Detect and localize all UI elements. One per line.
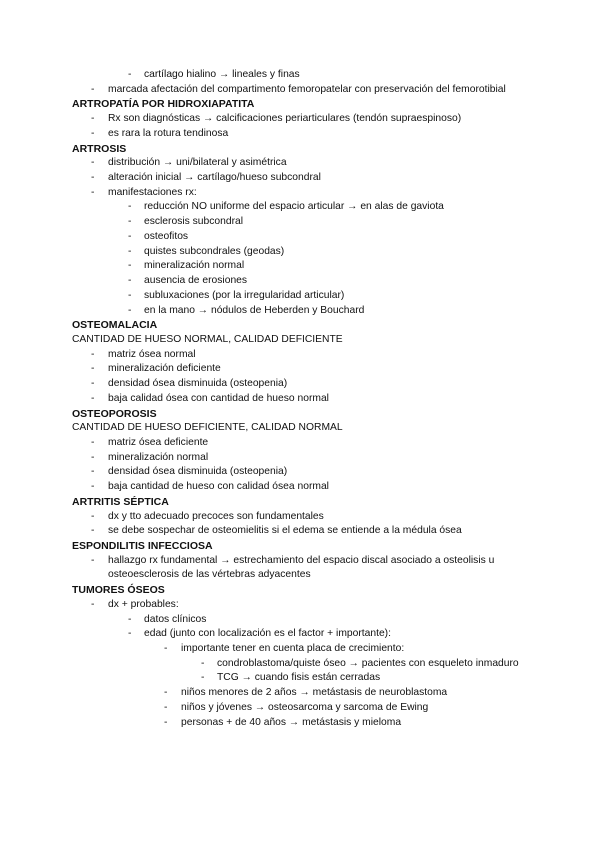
- bullet-item: [0, 83, 600, 98]
- bullet-text: TCG → cuando fisis están cerradas: [217, 672, 381, 684]
- bullet-item: [0, 156, 600, 171]
- bullet-text: ausencia de erosiones: [144, 275, 248, 287]
- bullet-dash: -: [91, 113, 95, 125]
- bullet-text: niños menores de 2 años → metástasis de neuroblastoma: [181, 687, 448, 699]
- bullet-dash: -: [91, 436, 95, 448]
- bullet-dash: -: [128, 260, 132, 272]
- bullet-item: [0, 392, 600, 407]
- section-heading: OSTEOMALACIA: [72, 319, 158, 332]
- section-heading: ESPONDILITIS INFECCIOSA: [72, 540, 213, 552]
- bullet-text: alteración inicial → cartílago/hueso subcondral: [108, 172, 321, 184]
- bullet-text: subluxaciones (por la irregularidad articular): [144, 289, 345, 301]
- bullet-dash: -: [91, 510, 95, 522]
- bullet-dash: -: [128, 628, 132, 640]
- bullet-text: datos clínicos: [144, 613, 207, 625]
- bullet-item: [0, 598, 600, 613]
- bullet-item: [0, 171, 600, 186]
- bullet-item: [0, 465, 600, 480]
- bullet-dash: -: [128, 216, 132, 228]
- bullet-dash: -: [201, 657, 205, 669]
- bullet-dash: -: [91, 127, 95, 139]
- bullet-text: osteofitos: [144, 230, 189, 242]
- section-heading: ARTROSIS: [72, 142, 127, 155]
- bullet-dash: -: [91, 348, 95, 360]
- bullet-dash: -: [201, 672, 205, 684]
- bullet-dash: -: [91, 378, 95, 390]
- bullet-item: [0, 230, 600, 245]
- bullet-item: [0, 627, 600, 642]
- bullet-text: baja cantidad de hueso con calidad ósea normal: [108, 481, 329, 493]
- bullet-dash: -: [128, 613, 132, 625]
- bullet-text: matriz ósea normal: [108, 348, 196, 360]
- bullet-text: hallazgo rx fundamental → estrechamiento del espacio discal asociado a osteolisis u osteoesclerosis de las vértebras adyacentes: [108, 554, 495, 581]
- bullet-dash: -: [128, 275, 132, 287]
- bullet-dash: -: [164, 687, 168, 699]
- bullet-item: [0, 304, 600, 319]
- bullet-text: densidad ósea disminuida (osteopenia): [108, 378, 288, 390]
- bullet-text: es rara la rotura tendinosa: [108, 127, 229, 139]
- section-subtitle: CANTIDAD DE HUESO NORMAL, CALIDAD DEFICIENTE: [72, 333, 343, 345]
- bullet-item: [0, 686, 600, 701]
- bullet-text: distribución → uni/bilateral y asimétrica: [108, 157, 287, 169]
- bullet-item: [0, 377, 600, 392]
- bullet-dash: -: [91, 554, 95, 566]
- bullet-item: [0, 215, 600, 230]
- bullet-dash: -: [91, 525, 95, 537]
- bullet-item: [0, 701, 600, 716]
- bullet-dash: -: [91, 466, 95, 478]
- bullet-item: [0, 127, 600, 142]
- bullet-item: [0, 436, 600, 451]
- bullet-dash: -: [164, 701, 168, 713]
- bullet-text: personas + de 40 años → metástasis y mieloma: [181, 716, 402, 728]
- bullet-item: [0, 186, 600, 201]
- bullet-item: [0, 671, 600, 686]
- bullet-dash: -: [128, 230, 132, 242]
- bullet-dash: -: [164, 716, 168, 728]
- bullet-text: Rx son diagnósticas → calcificaciones periarticulares (tendón supraespinoso): [108, 113, 462, 125]
- bullet-dash: -: [91, 186, 95, 198]
- bullet-item: [0, 524, 600, 539]
- bullet-item: [0, 200, 600, 215]
- bullet-item: [0, 657, 600, 672]
- bullet-text: mineralización normal: [108, 451, 209, 463]
- bullet-text: esclerosis subcondral: [144, 216, 244, 228]
- bullet-text: importante tener en cuenta placa de crecimiento:: [181, 643, 405, 655]
- bullet-item: [0, 259, 600, 274]
- bullet-dash: -: [91, 363, 95, 375]
- bullet-item: [0, 510, 600, 525]
- bullet-dash: -: [91, 598, 95, 610]
- bullet-item: [0, 716, 600, 731]
- bullet-item: [0, 289, 600, 304]
- bullet-text: baja calidad ósea con cantidad de hueso normal: [108, 392, 329, 404]
- bullet-item: [0, 613, 600, 628]
- bullet-dash: -: [128, 201, 132, 213]
- bullet-text: condroblastoma/quiste óseo → pacientes con esqueleto inmaduro: [217, 657, 519, 669]
- bullet-dash: -: [164, 643, 168, 655]
- section-subtitle: CANTIDAD DE HUESO DEFICIENTE, CALIDAD NORMAL: [72, 422, 343, 434]
- bullet-item: [0, 480, 600, 495]
- bullet-item: [0, 554, 600, 583]
- bullet-dash: -: [128, 289, 132, 301]
- bullet-dash: -: [91, 392, 95, 404]
- bullet-dash: -: [91, 83, 95, 95]
- bullet-item: [0, 642, 600, 657]
- bullet-text: en la mano → nódulos de Heberden y Bouchard: [144, 304, 365, 316]
- bullet-dash: -: [91, 157, 95, 169]
- bullet-item: [0, 68, 600, 83]
- bullet-text: manifestaciones rx:: [108, 186, 197, 198]
- bullet-item: [0, 245, 600, 260]
- bullet-text: quistes subcondrales (geodas): [144, 245, 285, 257]
- bullet-dash: -: [91, 172, 95, 184]
- section-heading: TUMORES ÓSEOS: [72, 584, 165, 597]
- bullet-text: se debe sospechar de osteomielitis si el edema se entiende a la médula ósea: [108, 525, 462, 537]
- bullet-dash: -: [128, 304, 132, 316]
- bullet-dash: -: [91, 451, 95, 463]
- bullet-text: reducción NO uniforme del espacio articular → en alas de gaviota: [144, 201, 444, 213]
- bullet-text: marcada afectación del compartimento femoropatelar con preservación del femorotibial: [108, 83, 506, 95]
- bullet-text: mineralización deficiente: [108, 363, 221, 375]
- bullet-text: niños y jóvenes → osteosarcoma y sarcoma de Ewing: [181, 701, 429, 713]
- bullet-text: dx y tto adecuado precoces son fundamentales: [108, 510, 324, 522]
- section-heading: ARTROPATÍA POR HIDROXIAPATITA: [72, 98, 255, 111]
- bullet-item: [0, 348, 600, 363]
- bullet-item: [0, 112, 600, 127]
- section-heading: ARTRITIS SÉPTICA: [72, 495, 169, 508]
- bullet-item: [0, 451, 600, 466]
- document-body: [0, 68, 600, 730]
- bullet-item: [0, 274, 600, 289]
- section-heading: OSTEOPOROSIS: [72, 407, 157, 420]
- bullet-dash: -: [128, 245, 132, 257]
- bullet-text: densidad ósea disminuida (osteopenia): [108, 466, 288, 478]
- bullet-item: [0, 362, 600, 377]
- bullet-dash: -: [91, 481, 95, 493]
- bullet-text: matriz ósea deficiente: [108, 436, 209, 448]
- bullet-text: cartílago hialino → lineales y finas: [144, 69, 300, 80]
- bullet-text: dx + probables:: [108, 598, 179, 610]
- bullet-text: mineralización normal: [144, 260, 245, 272]
- bullet-text: edad (junto con localización es el factor + importante):: [144, 628, 391, 640]
- bullet-dash: -: [128, 69, 132, 80]
